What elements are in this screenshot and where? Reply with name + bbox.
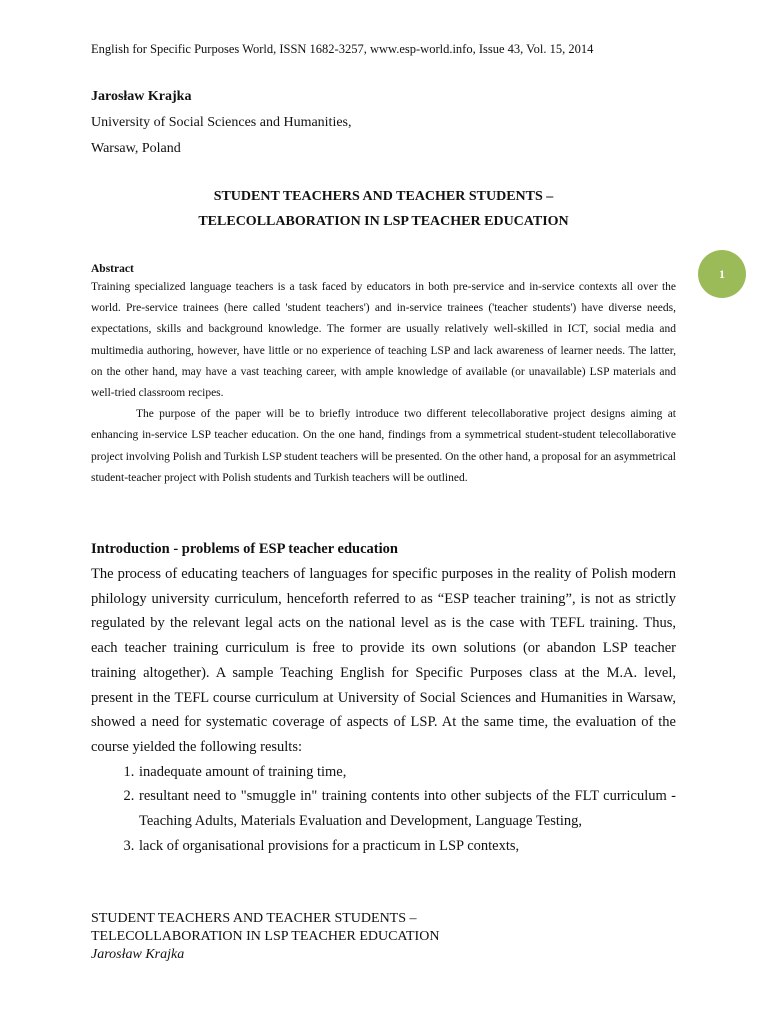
body-paragraph: The process of educating teachers of languages for specific purposes in the reality of Polish modern philology university curriculum, henceforth referred to as “ESP teacher training”, is not as strictly regulated by the relevant legal acts on the national level as is the case with TEFL training. Thus, each teacher training curriculum is free to provide its own solutions (or abandon LSP teacher training altogether). A sample Teaching English for Specific Purposes class at the M.A. level, present in the TEFL course curriculum at University of Social Sciences and Humanities in Warsaw, showed a need for systematic coverage of aspects of LSP. At the same time, the evaluation of the course yielded the following results: [91, 566, 676, 755]
list-item: 3. lack of organisational provisions for a practicum in LSP contexts, [138, 834, 676, 859]
introduction-section [91, 536, 676, 858]
abstract-heading: Abstract [91, 263, 134, 275]
paper-title [91, 184, 676, 234]
list-item: 2. resultant need to "smuggle in" training contents into other subjects of the FLT curriculum - Teaching Adults, Materials Evaluation and Development, Language Testing, [138, 784, 676, 833]
author-location: Warsaw, Poland [91, 141, 181, 156]
abstract-paragraph: Training specialized language teachers is a task faced by educators in both pre-service and in-service contexts all over the world. Pre-service trainees (here called 'student teachers') and in-service trainees ('teacher students') have diverse needs, expectations, skills and background knowledge. The former are usually relatively well-skilled in ICT, social media and multimedia authoring, however, have little or no experience of teaching LSP and lack awareness of learner needs. The latter, on the other hand, may have a vast teaching career, with ample knowledge of available (or unavailable) LSP materials and well-tried classroom recipes. [91, 281, 676, 400]
running-header: English for Specific Purposes World, ISSN 1682-3257, www.esp-world.info, Issue 43, Vol. 15, 2014 [91, 42, 594, 56]
author-affiliation: University of Social Sciences and Humanities, [91, 115, 352, 130]
paper-title-line-2: TELECOLLABORATION IN LSP TEACHER EDUCATION [198, 214, 569, 229]
abstract-paragraph: The purpose of the paper will be to briefly introduce two different telecollaborative project designs aiming at enhancing in-service LSP teacher education. On the one hand, findings from a symmetrical student-student telecollaborative project involving Polish and Turkish LSP student teachers will be presented. On the other hand, a proposal for an asymmetrical student-teacher project with Polish students and Turkish teachers will be outlined. [91, 408, 677, 484]
footer-title-line-2: TELECOLLABORATION IN LSP TEACHER EDUCATION [91, 929, 440, 944]
abstract-section [91, 261, 676, 489]
paper-title-line-1: STUDENT TEACHERS AND TEACHER STUDENTS – [213, 189, 554, 204]
running-footer [91, 910, 439, 964]
list-item: 1. inadequate amount of training time, [138, 760, 676, 785]
author-block [91, 84, 352, 162]
footer-author: Jarosław Krajka [91, 947, 185, 962]
footer-title-line-1: STUDENT TEACHERS AND TEACHER STUDENTS – [91, 911, 417, 926]
section-heading: Introduction - problems of ESP teacher education [91, 541, 398, 557]
results-list [91, 760, 676, 859]
author-name: Jarosław Krajka [91, 89, 192, 104]
page-number-badge: 1 [698, 250, 746, 298]
